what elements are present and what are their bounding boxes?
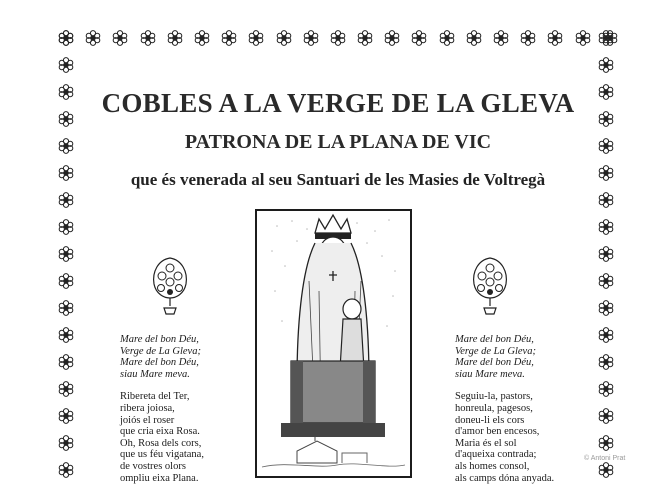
verse-line: Maria és el sol bbox=[455, 437, 517, 449]
verse-line: Mare del bon Déu, bbox=[120, 357, 199, 369]
rosette-icon bbox=[598, 219, 614, 235]
rosette-icon bbox=[598, 30, 614, 46]
rosette-icon bbox=[58, 111, 74, 127]
rosette-icon bbox=[598, 111, 614, 127]
rosette-icon bbox=[598, 300, 614, 316]
verse-line: Mare del bon Déu, bbox=[120, 334, 199, 345]
rosette-icon bbox=[384, 30, 400, 46]
verse-refrain bbox=[120, 334, 204, 380]
rosette-icon bbox=[598, 192, 614, 208]
page-subtitle: PATRONA DE LA PLANA DE VIC bbox=[184, 131, 492, 153]
rosette-icon bbox=[575, 30, 591, 46]
rosette-icon bbox=[85, 30, 101, 46]
rosette-icon bbox=[330, 30, 346, 46]
rosette-icon bbox=[598, 57, 614, 73]
verse-stanza bbox=[120, 391, 204, 484]
copyright-credit: © Antoni Prat bbox=[584, 455, 626, 462]
verse-line: d'aqueixa contrada; bbox=[455, 449, 537, 461]
rosette-icon bbox=[58, 354, 74, 370]
rosette-icon bbox=[598, 354, 614, 370]
rosette-icon bbox=[58, 273, 74, 289]
rosette-icon bbox=[58, 165, 74, 181]
verse-line: Ribereta del Ter, bbox=[120, 391, 190, 403]
verse-line: Seguiu-la, pastors, bbox=[455, 391, 533, 403]
rosette-icon bbox=[58, 219, 74, 235]
rosette-icon bbox=[248, 30, 264, 46]
rosette-icon bbox=[58, 462, 74, 478]
rosette-icon bbox=[598, 246, 614, 262]
rosette-icon bbox=[598, 84, 614, 100]
rosette-icon bbox=[58, 327, 74, 343]
rosette-icon bbox=[598, 408, 614, 424]
rosette-icon bbox=[58, 84, 74, 100]
rosette-icon bbox=[58, 408, 74, 424]
rosette-icon bbox=[58, 246, 74, 262]
verse-left bbox=[120, 334, 204, 484]
verse-line: als homes consol, bbox=[455, 460, 530, 472]
verse-line: que cria eixa Rosa. bbox=[120, 426, 200, 438]
rosette-icon bbox=[547, 30, 563, 46]
flower-bouquet-icon bbox=[468, 252, 512, 316]
decorative-border-right bbox=[598, 30, 618, 478]
rosette-icon bbox=[276, 30, 292, 46]
verse-line: Mare del bon Déu, bbox=[455, 334, 534, 345]
flower-bouquet-icon bbox=[148, 252, 192, 316]
virgin-statue-image bbox=[255, 209, 412, 478]
rosette-icon bbox=[598, 165, 614, 181]
rosette-icon bbox=[598, 273, 614, 289]
page-title: COBLES A LA VERGE DE LA GLEVA bbox=[101, 88, 575, 118]
rosette-icon bbox=[194, 30, 210, 46]
verse-line: honreula, pagesos, bbox=[455, 402, 533, 414]
rosette-icon bbox=[439, 30, 455, 46]
verse-line: als camps dóna anyada. bbox=[455, 472, 555, 484]
rosette-icon bbox=[58, 192, 74, 208]
page-tagline: que és venerada al seu Santuari de les Masies de Voltregà bbox=[130, 170, 546, 189]
rosette-icon bbox=[520, 30, 536, 46]
rosette-icon bbox=[598, 327, 614, 343]
verse-line: siau Mare meva. bbox=[455, 368, 525, 380]
verse-line: ompliu eixa Plana. bbox=[120, 472, 199, 484]
rosette-icon bbox=[112, 30, 128, 46]
rosette-icon bbox=[58, 381, 74, 397]
verse-line: Verge de La Gleva; bbox=[455, 345, 536, 357]
verse-line: doneu-li els cors bbox=[455, 414, 525, 426]
rosette-icon bbox=[140, 30, 156, 46]
rosette-icon bbox=[598, 435, 614, 451]
rosette-icon bbox=[466, 30, 482, 46]
decorative-border-top bbox=[58, 30, 618, 50]
verse-line: d'amor ben encesos, bbox=[455, 426, 540, 438]
rosette-icon bbox=[598, 462, 614, 478]
rosette-icon bbox=[493, 30, 509, 46]
verse-refrain bbox=[455, 334, 554, 380]
rosette-icon bbox=[411, 30, 427, 46]
rosette-icon bbox=[303, 30, 319, 46]
rosette-icon bbox=[58, 138, 74, 154]
verse-line: Oh, Rosa dels cors, bbox=[120, 437, 202, 449]
rosette-icon bbox=[58, 435, 74, 451]
rosette-icon bbox=[167, 30, 183, 46]
verse-line: siau Mare meva. bbox=[120, 368, 190, 380]
verse-right bbox=[455, 334, 554, 484]
rosette-icon bbox=[357, 30, 373, 46]
verse-line: Verge de La Gleva; bbox=[120, 345, 201, 357]
rosette-icon bbox=[58, 57, 74, 73]
rosette-icon bbox=[221, 30, 237, 46]
rosette-icon bbox=[58, 30, 74, 46]
rosette-icon bbox=[598, 381, 614, 397]
verse-line: Mare del bon Déu, bbox=[455, 357, 534, 369]
decorative-border-left bbox=[58, 30, 78, 478]
rosette-icon bbox=[598, 138, 614, 154]
verse-stanza bbox=[455, 391, 554, 484]
verse-line: que us féu vigatana, bbox=[120, 449, 204, 461]
verse-line: ribera joiosa, bbox=[120, 402, 175, 414]
rosette-icon bbox=[58, 300, 74, 316]
virgin-and-child-illustration bbox=[257, 211, 410, 476]
verse-line: joiós el roser bbox=[120, 414, 175, 426]
verse-line: de vostres olors bbox=[120, 460, 186, 472]
